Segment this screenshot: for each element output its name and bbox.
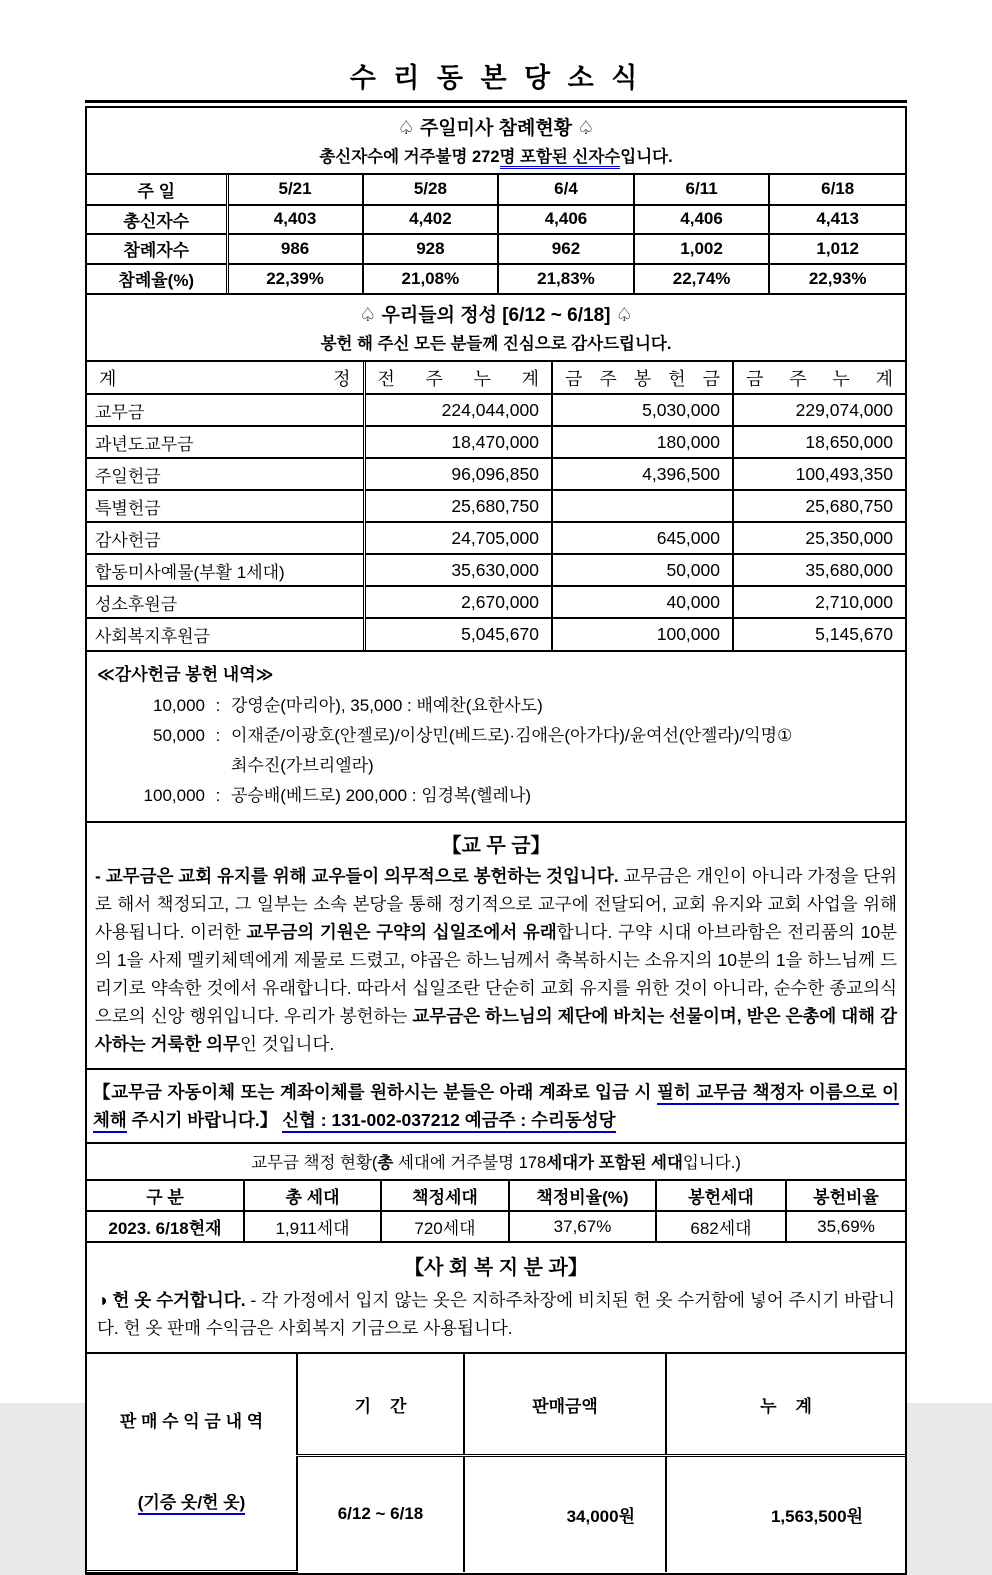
mass-attendance-title: ♤ 주일미사 참례현황 ♤ (397, 118, 595, 139)
cell-value: 1,911세대 (244, 1211, 381, 1241)
amount: 50,000 (153, 726, 205, 745)
subtitle-suffix: 입니다. (620, 148, 673, 166)
row-label: 사회복지후원금 (87, 618, 364, 650)
column-header: 5/28 (363, 175, 499, 205)
cell-value: 5,145,670 (815, 624, 893, 644)
row-label: 참례율(%) (87, 264, 227, 294)
cell-value: 35,630,000 (364, 554, 552, 586)
column-header: 5/21 (227, 175, 363, 205)
offerings-table (87, 362, 905, 650)
text-segment: 입니다.) (682, 1154, 741, 1172)
cell-value: 928 (363, 234, 499, 264)
thanksgiving-title: ≪감사헌금 봉헌 내역≫ (97, 665, 274, 684)
cell-value: 35,69% (817, 1216, 875, 1236)
cell-value: 962 (498, 234, 634, 264)
text-segment: 합니다. 구약 시대 아브라함은 전리품의 10분의 1을 사제 멜키체덱에게 제물로 드렸고, 야곱은 하느님께서 축복하시는 소유지의 10분의 1을 하느님께 드리기로 약속한 것에서 유래합니다. 따라서 십일조란 단순히 교회 유지를 위한 것이 아니라, 순수한 종교의식으로의 신앙 행위입니다. 우리가 봉헌하는 (95, 922, 897, 1026)
column-header: 6/11 (634, 175, 770, 205)
table-row (87, 618, 905, 650)
donor-names: 공승배(베드로) 200,000 : 임경복(헬레나) (231, 786, 532, 805)
table-row (87, 1354, 905, 1456)
column-header: 판매금액 (464, 1354, 666, 1456)
column-header: 총 세대 (244, 1181, 381, 1211)
text-segment: 교무금은 개인이 아니라 가정을 단위로 해서 책정되고, 그 일부는 소속 본당을 통해 정기적으로 교구에 전달되어, 교회 유지와 교회 사업을 위해 사용됩니다. 이러한 (95, 866, 897, 942)
mass-attendance-header (87, 108, 905, 175)
column-header: 봉헌세대 (656, 1181, 786, 1211)
table-row (87, 1211, 905, 1241)
sales-section (85, 1352, 907, 1575)
column-header: 계 정 (87, 362, 364, 394)
cell-value: 1,002 (634, 234, 770, 264)
cell-value: 229,074,000 (733, 394, 905, 426)
table-row (87, 586, 905, 618)
gyomugeum-section (85, 821, 907, 1070)
cell-value: 645,000 (552, 522, 733, 554)
table-row (87, 1181, 905, 1211)
cell-value: 50,000 (552, 554, 733, 586)
cell-value: 986 (227, 234, 363, 264)
sales-total: 1,563,500원 (770, 1506, 863, 1526)
colon: : (215, 696, 221, 715)
cell-value: 4,406 (498, 205, 634, 235)
table-row (87, 362, 905, 394)
table-row (87, 426, 905, 458)
cell-value: 96,096,850 (364, 458, 552, 490)
text-segment: 세대에 거주불명 178 (393, 1154, 547, 1172)
cell-value: 4,403 (227, 205, 363, 235)
mass-attendance-section (85, 106, 907, 295)
row-label: 감사헌금 (87, 522, 364, 554)
underlined-text: 필히 교무금 책정자 이름으로 이체해 (93, 1082, 899, 1133)
list-item (97, 781, 895, 811)
account-number: 신협 : 131-002-037212 예금주 : 수리동성당 (282, 1110, 615, 1133)
text-segment: 교무금의 기원은 구약의 십일조에서 유래 (246, 922, 557, 942)
thanksgiving-section (85, 650, 907, 823)
column-header: 봉헌비율 (786, 1181, 905, 1211)
text-segment: 세대가 포함된 세대 (546, 1154, 683, 1172)
cell-value: 180,000 (552, 426, 733, 458)
cell-value: 21,08% (363, 264, 499, 294)
donor-names: 이재준/이광호(안젤로)/이상민(베드로)·김애은(아가다)/윤여선(안젤라)/익명① 최수진(가브리엘라) (231, 726, 793, 775)
cell-value: 4,413 (769, 205, 905, 235)
text-segment: 【교무금 자동이체 또는 계좌이체를 원하시는 분들은 아래 계좌로 입금 시 (93, 1082, 657, 1102)
sales-label-line2: (기증 옷/헌 옷) (87, 1489, 296, 1516)
sales-label (87, 1354, 297, 1572)
cell-value: 18,470,000 (364, 426, 552, 458)
transfer-notice-section (85, 1068, 907, 1144)
colon: : (215, 786, 221, 805)
gyomugeum-paragraph (95, 862, 897, 1058)
column-header: 6/18 (769, 175, 905, 205)
list-item (97, 721, 895, 781)
text-segment: 교무금은 하느님의 제단에 바치는 선물이며, 받은 은총에 대해 감사하는 거룩한 의무 (95, 1006, 897, 1054)
table-row (87, 394, 905, 426)
notice-body: - 각 가정에서 입지 않는 옷은 지하주차장에 비치된 헌 옷 수거함에 넣어 주시기 바랍니다. 헌 옷 판매 수익금은 사회복지 기금으로 사용됩니다. (97, 1290, 895, 1338)
cell-value: 224,044,000 (364, 394, 552, 426)
row-label: 합동미사예물(부활 1세대) (87, 554, 364, 586)
row-label: 성소후원금 (87, 586, 364, 618)
text-segment: 교무금 책정 현황( (251, 1154, 378, 1172)
mass-attendance-subtitle (87, 143, 905, 167)
cell-value: 40,000 (552, 586, 733, 618)
table-row (87, 175, 905, 205)
column-header: 기 간 (297, 1354, 464, 1456)
cell-value: 5,045,670 (364, 618, 552, 650)
cell-value: 22,74% (634, 264, 770, 294)
cell-value: 4,406 (634, 205, 770, 235)
sales-table (87, 1354, 905, 1573)
text-segment: - 교무금은 교회 유지를 위해 교우들이 의무적으로 봉헌하는 것입니다. (95, 866, 619, 886)
cell-value: 5,030,000 (552, 394, 733, 426)
column-header: 구 분 (87, 1181, 244, 1211)
social-welfare-paragraph (97, 1286, 895, 1342)
assessment-title (87, 1144, 905, 1181)
table-row (87, 234, 905, 264)
column-header: 전 주 누 계 (364, 362, 552, 394)
cell-value: 22,39% (227, 264, 363, 294)
cell-value: 37,67% (509, 1211, 656, 1241)
cell-value: 18,650,000 (733, 426, 905, 458)
assessment-section (85, 1142, 907, 1243)
row-label: 과년도교무금 (87, 426, 364, 458)
offerings-header (87, 295, 905, 362)
cell-value: 682세대 (656, 1211, 786, 1241)
row-label: 교무금 (87, 394, 364, 426)
table-row (87, 490, 905, 522)
text-segment: 총 (377, 1154, 394, 1172)
cell-value: 100,493,350 (733, 458, 905, 490)
table-row (87, 554, 905, 586)
cell-value: 25,680,750 (733, 490, 905, 522)
sales-period: 6/12 ~ 6/18 (297, 1456, 464, 1572)
sales-amount: 34,000원 (464, 1456, 666, 1572)
sales-label-line1: 판 매 수 익 금 내 역 (119, 1412, 264, 1431)
cell-value: 100,000 (552, 618, 733, 650)
cell-value: 720세대 (381, 1211, 509, 1241)
cell-value: 21,83% (498, 264, 634, 294)
colon: : (215, 726, 221, 745)
row-label: 참례자수 (87, 234, 227, 264)
cell-value: 35,680,000 (733, 554, 905, 586)
cell-value: 24,705,000 (364, 522, 552, 554)
column-header: 6/4 (498, 175, 634, 205)
cell-value: 2,670,000 (364, 586, 552, 618)
assessment-table (87, 1181, 905, 1241)
mass-attendance-table (87, 175, 905, 293)
cell-value (552, 490, 733, 522)
offerings-subtitle: 봉헌 해 주신 모든 분들께 진심으로 감사드립니다. (320, 335, 672, 353)
row-label: 주일헌금 (87, 458, 364, 490)
row-label: 특별헌금 (87, 490, 364, 522)
cell-value: 22,93% (808, 268, 867, 288)
list-item (97, 691, 895, 721)
offerings-section (85, 293, 907, 652)
table-row (87, 205, 905, 235)
row-label: 2023. 6/18현재 (87, 1211, 244, 1241)
notice-lead: ◑ 헌 옷 수거합니다. (97, 1290, 246, 1310)
social-welfare-title: 【사 회 복 지 분 과】 (404, 1257, 588, 1279)
cell-value: 2,710,000 (733, 586, 905, 618)
text-segment: 주시기 바랍니다.】 (126, 1110, 283, 1130)
cell-value: 4,402 (363, 205, 499, 235)
donor-names-continued: 최수진(가브리엘라) (231, 756, 374, 775)
column-header: 금 주 봉 헌 금 (552, 362, 733, 394)
column-header: 금 주 누 계 (733, 362, 905, 394)
donor-names: 강영순(마리아), 35,000 : 배예찬(요한사도) (231, 696, 543, 715)
cell-value: 1,012 (769, 234, 905, 264)
amount: 100,000 (143, 786, 205, 805)
column-header: 책정세대 (381, 1181, 509, 1211)
column-header: 주 일 (87, 175, 227, 205)
offerings-title: ♤ 우리들의 정성 [6/12 ~ 6/18] ♤ (359, 305, 633, 326)
cell-value: 25,350,000 (733, 522, 905, 554)
table-row (87, 458, 905, 490)
column-header: 책정비율(%) (509, 1181, 656, 1211)
social-welfare-section (85, 1241, 907, 1354)
text-segment: 인 것입니다. (239, 1034, 335, 1054)
table-row (87, 522, 905, 554)
subtitle-underlined: 명 포함된 신자수 (500, 148, 621, 169)
cell-value: 4,396,500 (552, 458, 733, 490)
table-row (87, 264, 905, 294)
page-title: 수 리 동 본 당 소 식 (85, 56, 907, 103)
cell-value: 25,680,750 (364, 490, 552, 522)
subtitle-prefix: 총신자수에 거주불명 272 (319, 148, 500, 166)
gyomugeum-title: 【교 무 금】 (441, 835, 551, 857)
row-label: 총신자수 (87, 205, 227, 235)
amount: 10,000 (153, 696, 205, 715)
column-header: 누 계 (666, 1354, 905, 1456)
